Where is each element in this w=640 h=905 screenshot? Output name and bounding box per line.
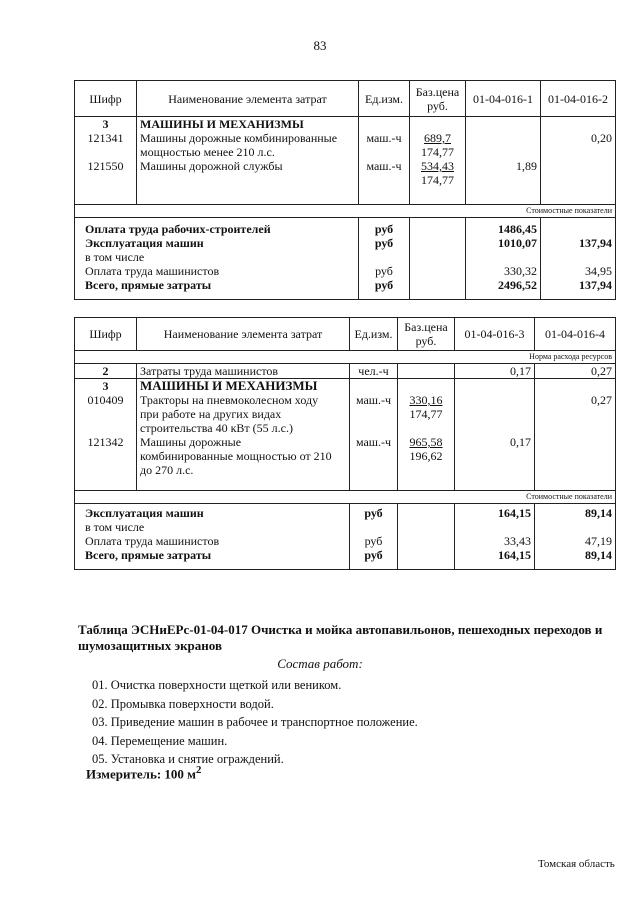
summary-block bbox=[75, 504, 616, 570]
header-code: Шифр bbox=[75, 318, 137, 351]
row-code: 121342 bbox=[87, 435, 124, 449]
row-price-2: 196,62 bbox=[409, 449, 443, 463]
page-number: 83 bbox=[313, 38, 327, 53]
work-composition-heading: Состав работ: bbox=[277, 656, 363, 671]
summary-label: Эксплуатация машин bbox=[85, 506, 204, 520]
list-item: 02. Промывка поверхности водой. bbox=[92, 696, 274, 711]
summary-value: 2496,52 bbox=[498, 278, 537, 292]
row-value: 0,27 bbox=[535, 364, 616, 379]
header-col2: 01-04-016-2 bbox=[541, 81, 616, 117]
header-col1: 01-04-016-3 bbox=[455, 318, 535, 351]
row-price-2: 174,77 bbox=[409, 407, 443, 421]
summary-label: Оплата труда рабочих-строителей bbox=[85, 222, 271, 236]
row-code: 121550 bbox=[87, 159, 124, 173]
summary-unit: руб bbox=[364, 534, 383, 548]
group-title: МАШИНЫ И МЕХАНИЗМЫ bbox=[140, 117, 304, 131]
summary-value: 89,14 bbox=[585, 548, 612, 562]
summary-value: 164,15 bbox=[498, 548, 531, 562]
row-name: при работе на других видах bbox=[140, 407, 282, 421]
list-item: 03. Приведение машин в рабочее и транспортное положение. bbox=[92, 715, 418, 730]
measure-unit bbox=[86, 764, 201, 782]
summary-block bbox=[75, 218, 616, 300]
summary-label: Эксплуатация машин bbox=[85, 236, 204, 250]
resource-table-1 bbox=[74, 80, 616, 300]
summary-value: 164,15 bbox=[498, 506, 531, 520]
header-price: Баз.цена руб. bbox=[398, 318, 455, 351]
summary-label: в том числе bbox=[85, 250, 145, 264]
row-name: Затраты труда машинистов bbox=[137, 364, 350, 379]
group-code: 3 bbox=[102, 117, 109, 131]
row-unit: маш.-ч bbox=[366, 131, 402, 145]
row-unit: маш.-ч bbox=[355, 393, 392, 407]
table-title: Таблица ЭСНиЕРс-01-04-017 Очистка и мойка автопавильонов, пешеходных переходов и шумозащитных экранов bbox=[78, 622, 603, 653]
section-label: Стоимостные показатели bbox=[75, 205, 616, 218]
table-row bbox=[75, 379, 616, 491]
header-price: Баз.цена руб. bbox=[410, 81, 466, 117]
summary-value: 47,19 bbox=[585, 534, 612, 548]
norm-label: Норма расхода ресурсов bbox=[75, 351, 616, 364]
measure-superscript: 2 bbox=[196, 764, 202, 776]
summary-label: Оплата труда машинистов bbox=[85, 264, 220, 278]
row-name: строительства 40 кВт (55 л.с.) bbox=[140, 421, 293, 435]
summary-label: Всего, прямые затраты bbox=[85, 278, 212, 292]
summary-value: 137,94 bbox=[579, 236, 612, 250]
row-price: 330,16 bbox=[409, 393, 443, 407]
row-price: 534,43 bbox=[421, 159, 454, 173]
list-item: 04. Перемещение машин. bbox=[92, 733, 228, 748]
header-name: Наименование элемента затрат bbox=[137, 81, 359, 117]
row-value: 0,17 bbox=[455, 364, 535, 379]
row-code: 121341 bbox=[87, 131, 124, 145]
table-row bbox=[75, 117, 616, 205]
summary-value: 330,32 bbox=[504, 264, 537, 278]
measure-label: Измеритель: 100 м bbox=[86, 766, 197, 782]
row-code: 2 bbox=[75, 364, 137, 379]
list-item: 01. Очистка поверхности щеткой или веником. bbox=[92, 678, 342, 692]
summary-value: 1486,45 bbox=[498, 222, 537, 236]
list-item: 05. Установка и снятие ограждений. bbox=[92, 752, 284, 767]
row-price-2: 174,77 bbox=[421, 173, 454, 187]
row-name: Машины дорожные комбинированные bbox=[140, 131, 338, 145]
summary-value: 1010,07 bbox=[498, 236, 537, 250]
summary-unit: руб bbox=[364, 548, 383, 562]
row-name: до 270 л.с. bbox=[140, 463, 194, 477]
summary-unit: руб bbox=[364, 506, 383, 520]
resource-table-2 bbox=[74, 317, 616, 570]
footer-region: Томская область bbox=[538, 858, 615, 870]
summary-label: в том числе bbox=[85, 520, 145, 534]
header-unit: Ед.изм. bbox=[359, 81, 410, 117]
row-name: Тракторы на пневмоколесном ходу bbox=[140, 393, 319, 407]
header-unit: Ед.изм. bbox=[350, 318, 398, 351]
header-col2: 01-04-016-4 bbox=[535, 318, 616, 351]
table-row bbox=[75, 364, 616, 379]
header-col1: 01-04-016-1 bbox=[466, 81, 541, 117]
header-name: Наименование элемента затрат bbox=[137, 318, 350, 351]
row-value: 1,89 bbox=[516, 159, 537, 173]
header-code: Шифр bbox=[75, 81, 137, 117]
row-unit: маш.-ч bbox=[366, 159, 402, 173]
row-unit: чел.-ч bbox=[350, 364, 398, 379]
row-value: 0,20 bbox=[591, 131, 612, 145]
section-label: Стоимостные показатели bbox=[75, 491, 616, 504]
group-title: МАШИНЫ И МЕХАНИЗМЫ bbox=[140, 378, 318, 393]
summary-unit: руб bbox=[374, 278, 394, 292]
summary-value: 89,14 bbox=[585, 506, 612, 520]
summary-unit: руб bbox=[375, 264, 393, 278]
row-price-2: 174,77 bbox=[421, 145, 454, 159]
row-price: 965,58 bbox=[409, 435, 443, 449]
row-price: 689,7 bbox=[424, 131, 451, 145]
summary-unit: руб bbox=[374, 236, 394, 250]
row-code: 010409 bbox=[87, 393, 124, 407]
summary-unit: руб bbox=[374, 222, 394, 236]
group-code: 3 bbox=[102, 379, 109, 393]
summary-value: 137,94 bbox=[579, 278, 612, 292]
summary-value: 34,95 bbox=[585, 264, 612, 278]
row-name: Машины дорожные bbox=[140, 435, 242, 449]
summary-label: Оплата труда машинистов bbox=[85, 534, 220, 548]
row-name: комбинированные мощностью от 210 bbox=[140, 449, 332, 463]
summary-value: 33,43 bbox=[504, 534, 531, 548]
row-name: мощностью менее 210 л.с. bbox=[140, 145, 275, 159]
row-value: 0,27 bbox=[591, 393, 612, 407]
row-value: 0,17 bbox=[510, 435, 531, 449]
operations-list bbox=[92, 676, 418, 769]
row-name: Машины дорожной службы bbox=[140, 159, 283, 173]
row-unit: маш.-ч bbox=[355, 435, 392, 449]
summary-label: Всего, прямые затраты bbox=[85, 548, 212, 562]
